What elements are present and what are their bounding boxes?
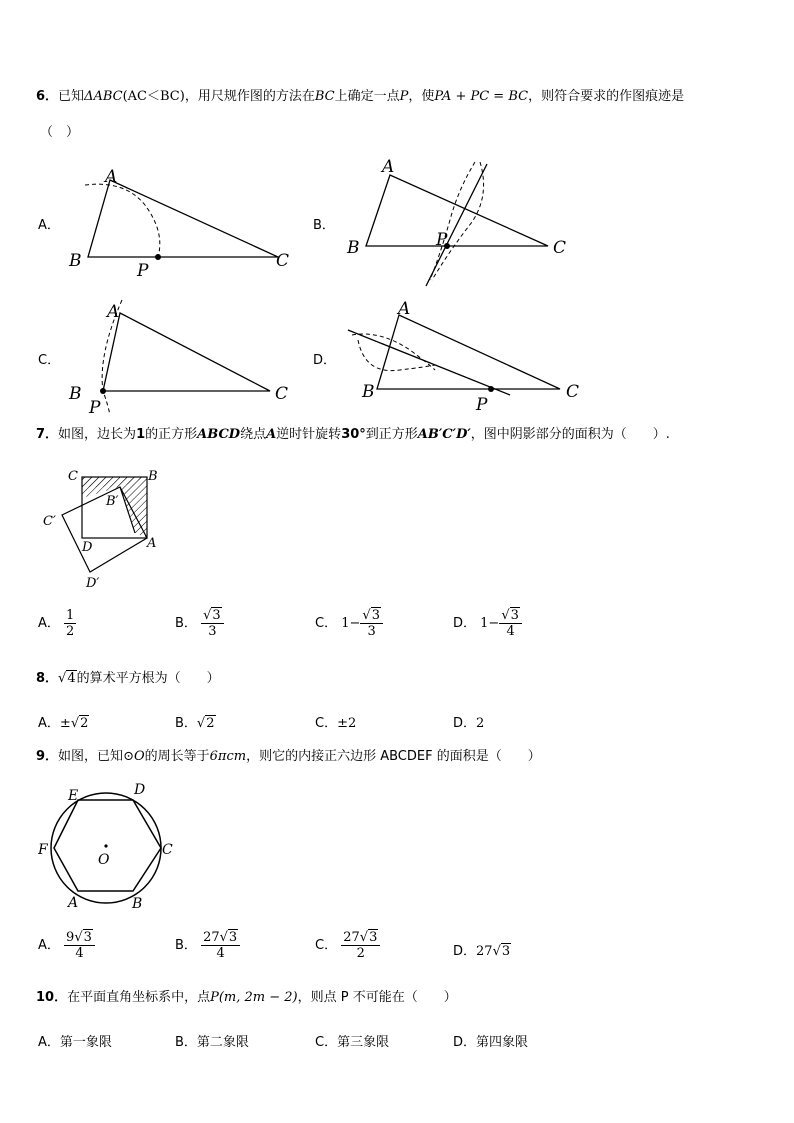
q8a-sqrt: √2 xyxy=(70,716,89,731)
q9-option-a-label: A． xyxy=(38,938,60,953)
q9-option-c-label: C． xyxy=(315,938,338,953)
q9-option-a[interactable] xyxy=(38,930,95,961)
q7-option-d-fraction xyxy=(499,608,522,639)
q6d-point-p: P xyxy=(476,395,488,415)
q7-stem xyxy=(36,427,670,443)
q7d-num: √3 xyxy=(499,608,522,624)
q9-text-a: 如图，已知 xyxy=(58,749,124,764)
q6-stem xyxy=(36,89,684,105)
q7-option-a-fraction xyxy=(64,608,76,639)
q6-text-a: 已知 xyxy=(58,89,85,104)
q6-option-b-label[interactable]: B． xyxy=(313,218,335,233)
q8-option-d[interactable] xyxy=(453,712,484,731)
q9-option-c[interactable] xyxy=(315,930,380,961)
q7-label-d: D xyxy=(82,540,93,555)
q7-option-b[interactable] xyxy=(175,608,224,639)
q8-sqrt: √4 xyxy=(58,671,76,686)
q9b-den: 4 xyxy=(216,946,225,961)
q6-option-c-label[interactable]: C． xyxy=(38,353,61,368)
q6-option-c-figure[interactable] xyxy=(60,295,300,420)
q9-label-d: D xyxy=(134,782,146,798)
q7-number: 7． xyxy=(36,427,59,442)
q10-option-d-label: D． xyxy=(453,1035,477,1050)
q7-text-e: 到正方形 xyxy=(365,427,418,442)
q9-option-b-fraction xyxy=(201,930,240,961)
q10-option-a-label: A． xyxy=(38,1035,60,1050)
q6c-point-p: P xyxy=(89,398,101,418)
q6-number: 6． xyxy=(36,89,59,104)
q10-option-b-label: B． xyxy=(175,1035,197,1050)
q8-number: 8． xyxy=(36,671,59,686)
q6b-point-p: P xyxy=(436,230,448,250)
q7c-den: 3 xyxy=(367,624,376,639)
q9c-den: 2 xyxy=(356,946,365,961)
q7c-pre: 1− xyxy=(341,616,361,631)
q6b-point-b: B xyxy=(347,238,360,258)
q9-number: 9． xyxy=(36,749,59,764)
q9-option-b-label: B． xyxy=(175,938,197,953)
q6-equation: PA + PC = BC xyxy=(434,89,529,104)
q10-text-b: ，则点 P 不可能在（ ） xyxy=(297,990,457,1005)
q7b-num: √3 xyxy=(201,608,224,624)
q6-option-d-figure[interactable] xyxy=(340,295,590,420)
q6d-point-c: C xyxy=(566,382,580,402)
q9-option-a-fraction xyxy=(64,930,95,961)
q9-option-d[interactable] xyxy=(453,940,511,959)
q9-label-o: O xyxy=(98,852,110,868)
q10-option-a-text: 第一象限 xyxy=(59,1035,112,1050)
q6-option-a-figure[interactable] xyxy=(60,160,300,285)
q7-option-d-label: D． xyxy=(453,616,477,631)
q10-number: 10． xyxy=(36,990,68,1005)
q8-text: 的算术平方根为（ ） xyxy=(76,671,220,686)
q6-answer-paren: （ ） xyxy=(40,125,80,140)
q8-stem xyxy=(36,671,220,687)
q6-p: P xyxy=(399,89,409,104)
q7-option-b-label: B． xyxy=(175,616,197,631)
q9c-num: 27√3 xyxy=(341,930,380,946)
q7-option-a[interactable] xyxy=(38,608,76,639)
q7-label-a: A xyxy=(147,536,157,551)
q7-abcd-prime: AB′C′D′ xyxy=(417,427,471,442)
q6c-point-b: B xyxy=(69,384,82,404)
q7-label-d-prime: D′ xyxy=(86,576,100,591)
q7d-den: 4 xyxy=(506,624,515,639)
q9-circle: ⊙O xyxy=(123,749,145,764)
q7c-num: √3 xyxy=(360,608,383,624)
q6b-point-a: A xyxy=(382,157,395,177)
q9-figure xyxy=(36,778,181,913)
q10-option-c-label: C． xyxy=(315,1035,338,1050)
q7-label-c-prime: C′ xyxy=(43,514,56,529)
q6a-point-b: B xyxy=(69,251,82,271)
q9-label-a: A xyxy=(68,895,79,911)
q7-option-d[interactable] xyxy=(453,608,522,639)
q9a-num: 9√3 xyxy=(64,930,95,946)
q9-option-b[interactable] xyxy=(175,930,240,961)
q7-text-c: 绕点 xyxy=(240,427,267,442)
q10-option-b[interactable] xyxy=(175,1031,249,1050)
q8-option-a-label: A． xyxy=(38,716,60,731)
q7-option-b-fraction xyxy=(201,608,224,639)
q8-option-a[interactable] xyxy=(38,712,89,731)
q7-figure xyxy=(40,465,170,595)
q9-text-b: 的周长等于 xyxy=(144,749,210,764)
q9-label-b: B xyxy=(132,896,143,912)
q10-option-b-text: 第二象限 xyxy=(196,1035,249,1050)
q10-text-a: 在平面直角坐标系中，点 xyxy=(67,990,211,1005)
q6-text-e: ，则符合要求的作图痕迹是 xyxy=(528,89,685,104)
q6-option-b-figure[interactable] xyxy=(340,150,580,295)
q6c-point-a: A xyxy=(107,302,120,322)
q8-option-c[interactable] xyxy=(315,712,356,731)
q7-a: A xyxy=(266,427,277,442)
q6-text-b: ，用尺规作图的方法在 xyxy=(184,89,315,104)
q10-option-a[interactable] xyxy=(38,1031,112,1050)
q8-option-b[interactable] xyxy=(175,712,216,731)
q9-stem xyxy=(36,749,541,765)
q7-label-b: B xyxy=(148,469,158,484)
q8-option-d-label: D． xyxy=(453,716,477,731)
q10-stem xyxy=(36,990,457,1006)
q9a-den: 4 xyxy=(75,946,84,961)
q7-label-b-prime: B′ xyxy=(106,494,119,509)
q8-option-b-label: B． xyxy=(175,716,197,731)
q8d-value: 2 xyxy=(476,716,485,731)
q9d-coef: 27 xyxy=(476,944,493,959)
q7-abcd: ABCD xyxy=(197,427,241,442)
q6d-point-b: B xyxy=(362,382,375,402)
q9-option-c-fraction xyxy=(341,930,380,961)
q6-option-a-label[interactable]: A． xyxy=(38,218,60,233)
q6b-point-c: C xyxy=(553,238,567,258)
q9d-sqrt: √3 xyxy=(492,944,511,959)
q7-option-c-label: C． xyxy=(315,616,338,631)
q7-text-f: ，图中阴影部分的面积为（ ）. xyxy=(470,427,670,442)
q9-label-c: C xyxy=(162,842,173,858)
q9-length: 6πcm xyxy=(209,749,247,764)
q6-bc: BC xyxy=(314,89,335,104)
q6a-point-c: C xyxy=(276,251,290,271)
q7-text-d: 逆时针旋转 xyxy=(276,427,342,442)
q9-text-c: ，则它的内接正六边形 ABCDEF 的面积是（ ） xyxy=(246,749,541,764)
q6-condition: (AC＜BC) xyxy=(122,89,185,104)
q7-option-a-label: A． xyxy=(38,616,60,631)
q10-option-c[interactable] xyxy=(315,1031,389,1050)
q10-option-d[interactable] xyxy=(453,1031,528,1050)
q6c-point-c: C xyxy=(275,384,289,404)
q7d-pre: 1− xyxy=(480,616,500,631)
q7-label-c: C xyxy=(68,469,78,484)
q9-label-e: E xyxy=(68,788,79,804)
q7a-num: 1 xyxy=(66,608,75,623)
q9-option-d-label: D． xyxy=(453,944,477,959)
q6-text-c: 上确定一点 xyxy=(334,89,400,104)
q7-one: 1 xyxy=(136,427,146,442)
q6a-point-p: P xyxy=(137,261,149,281)
q7-option-c-fraction xyxy=(360,608,383,639)
q7-option-c[interactable] xyxy=(315,608,383,639)
q7-text-a: 如图，边长为 xyxy=(58,427,137,442)
q6-triangle: ΔABC xyxy=(84,89,123,104)
q7-degree: 30° xyxy=(341,427,366,442)
q6a-point-a: A xyxy=(105,167,118,187)
q7b-den: 3 xyxy=(208,624,217,639)
q6-text-d: ，使 xyxy=(408,89,435,104)
q10-option-c-text: 第三象限 xyxy=(337,1035,390,1050)
q8b-sqrt: √2 xyxy=(196,716,215,731)
q8a-pre: ± xyxy=(59,716,71,731)
q10-point: P(m, 2m − 2) xyxy=(210,990,298,1005)
q6d-point-a: A xyxy=(398,299,411,319)
q9b-num: 27√3 xyxy=(201,930,240,946)
q6-option-d-label[interactable]: D． xyxy=(313,353,337,368)
q8c-value: ±2 xyxy=(337,716,357,731)
q8-option-c-label: C． xyxy=(315,716,338,731)
q9-label-f: F xyxy=(38,842,48,858)
q10-option-d-text: 第四象限 xyxy=(476,1035,529,1050)
q7-text-b: 的正方形 xyxy=(145,427,198,442)
q7a-den: 2 xyxy=(66,624,75,639)
